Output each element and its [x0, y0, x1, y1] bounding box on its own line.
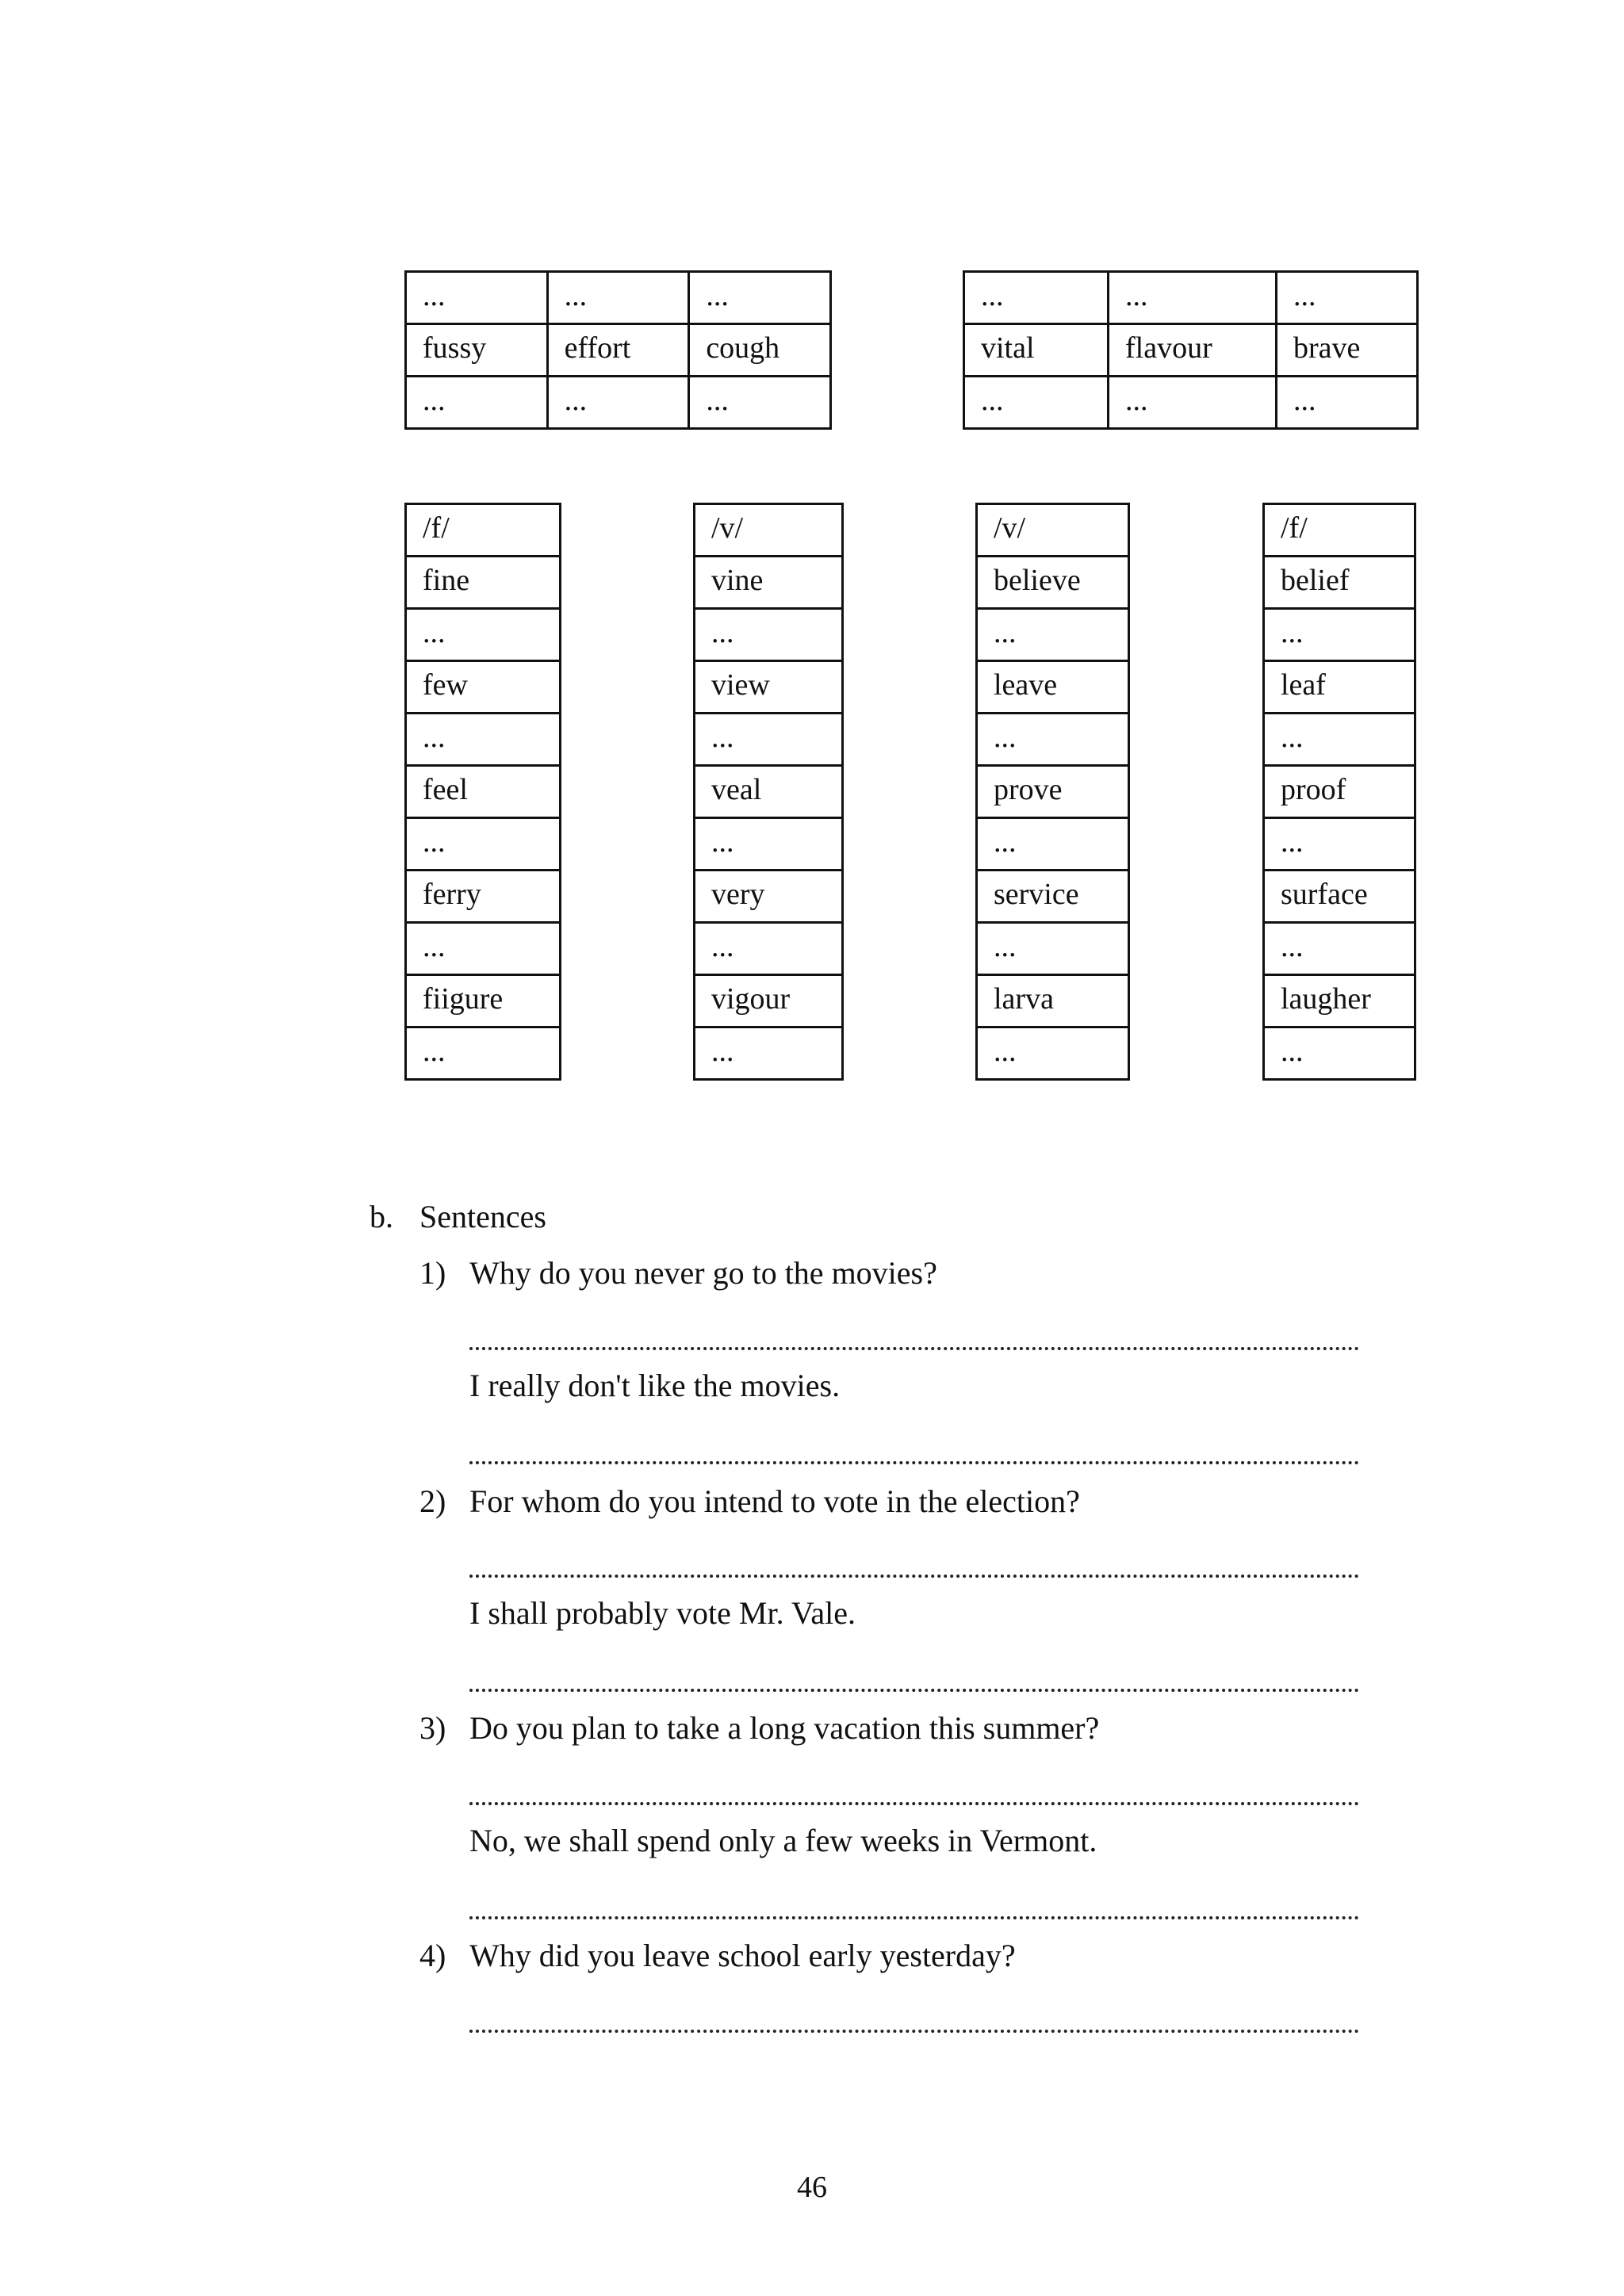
- answer-blank-line[interactable]: [469, 2030, 1359, 2033]
- column-header: /v/: [695, 504, 843, 557]
- page-number: 46: [797, 2171, 827, 2204]
- table-cell: very: [695, 871, 843, 923]
- answer-text: I shall probably vote Mr. Vale.: [469, 1595, 856, 1631]
- table-cell: vigour: [695, 975, 843, 1027]
- table-cell: ...: [1109, 377, 1277, 429]
- table-cell: ...: [547, 272, 689, 324]
- table-cell: veal: [695, 766, 843, 818]
- table-cell: ...: [406, 818, 561, 871]
- table-cell: ...: [964, 377, 1109, 429]
- table-cell: ...: [689, 272, 831, 324]
- table-cell: leave: [977, 661, 1129, 714]
- table-cell: larva: [977, 975, 1129, 1027]
- table-cell: flavour: [1109, 324, 1277, 377]
- table-cell: ...: [406, 272, 548, 324]
- answer-text: No, we shall spend only a few weeks in Vermont.: [469, 1823, 1097, 1858]
- top-left-word-table: [404, 270, 832, 430]
- table-cell: service: [977, 871, 1129, 923]
- table-cell: believe: [977, 557, 1129, 609]
- answer-blank-line[interactable]: [469, 1916, 1359, 1919]
- answer-blank-line[interactable]: [469, 1802, 1359, 1805]
- table-cell: view: [695, 661, 843, 714]
- answer-blank-line[interactable]: [469, 1575, 1359, 1578]
- table-cell: fussy: [406, 324, 548, 377]
- table-cell: ...: [977, 1027, 1129, 1080]
- table-cell: fine: [406, 557, 561, 609]
- phoneme-column-v-right: [975, 503, 1130, 1081]
- phoneme-column-f-right: [1262, 503, 1416, 1081]
- item-number: 3): [419, 1710, 446, 1746]
- table-cell: ...: [406, 1027, 561, 1080]
- table-cell: feel: [406, 766, 561, 818]
- table-cell: ...: [977, 923, 1129, 975]
- table-cell: ...: [1277, 272, 1418, 324]
- table-cell: ...: [964, 272, 1109, 324]
- table-cell: ...: [1264, 818, 1415, 871]
- phoneme-column-f-left: [404, 503, 561, 1081]
- table-cell: ...: [689, 377, 831, 429]
- table-cell: ...: [1264, 609, 1415, 661]
- table-cell: fiigure: [406, 975, 561, 1027]
- table-cell: ...: [1264, 923, 1415, 975]
- table-cell: ...: [1264, 714, 1415, 766]
- column-header: /v/: [977, 504, 1129, 557]
- top-right-word-table: [963, 270, 1419, 430]
- item-number: 1): [419, 1255, 446, 1291]
- table-cell: effort: [547, 324, 689, 377]
- table-cell: ...: [695, 818, 843, 871]
- table-cell: ...: [1109, 272, 1277, 324]
- table-cell: ...: [1277, 377, 1418, 429]
- table-cell: ...: [547, 377, 689, 429]
- phoneme-column-v-left: [693, 503, 844, 1081]
- table-cell: ...: [695, 609, 843, 661]
- question-text: Why did you leave school early yesterday?: [469, 1938, 1016, 1973]
- question-text: Do you plan to take a long vacation this summer?: [469, 1710, 1100, 1746]
- table-cell: leaf: [1264, 661, 1415, 714]
- table-cell: vine: [695, 557, 843, 609]
- table-cell: ...: [406, 609, 561, 661]
- table-cell: ...: [977, 818, 1129, 871]
- section-title: Sentences: [419, 1199, 546, 1234]
- table-cell: ...: [406, 923, 561, 975]
- table-cell: laugher: [1264, 975, 1415, 1027]
- table-cell: brave: [1277, 324, 1418, 377]
- table-cell: ...: [977, 714, 1129, 766]
- item-number: 4): [419, 1938, 446, 1973]
- table-cell: ...: [695, 714, 843, 766]
- question-text: Why do you never go to the movies?: [469, 1255, 937, 1291]
- table-cell: prove: [977, 766, 1129, 818]
- table-cell: ...: [695, 923, 843, 975]
- answer-blank-line[interactable]: [469, 1689, 1359, 1692]
- table-cell: cough: [689, 324, 831, 377]
- table-cell: ...: [406, 377, 548, 429]
- table-cell: proof: [1264, 766, 1415, 818]
- table-cell: few: [406, 661, 561, 714]
- section-marker: b.: [370, 1199, 393, 1234]
- column-header: /f/: [1264, 504, 1415, 557]
- table-cell: ...: [406, 714, 561, 766]
- table-cell: ...: [695, 1027, 843, 1080]
- answer-blank-line[interactable]: [469, 1347, 1359, 1350]
- table-cell: ferry: [406, 871, 561, 923]
- item-number: 2): [419, 1483, 446, 1519]
- column-header: /f/: [406, 504, 561, 557]
- answer-text: I really don't like the movies.: [469, 1368, 841, 1403]
- table-cell: surface: [1264, 871, 1415, 923]
- table-cell: belief: [1264, 557, 1415, 609]
- answer-blank-line[interactable]: [469, 1461, 1359, 1464]
- table-cell: ...: [977, 609, 1129, 661]
- table-cell: ...: [1264, 1027, 1415, 1080]
- question-text: For whom do you intend to vote in the election?: [469, 1483, 1080, 1519]
- table-cell: vital: [964, 324, 1109, 377]
